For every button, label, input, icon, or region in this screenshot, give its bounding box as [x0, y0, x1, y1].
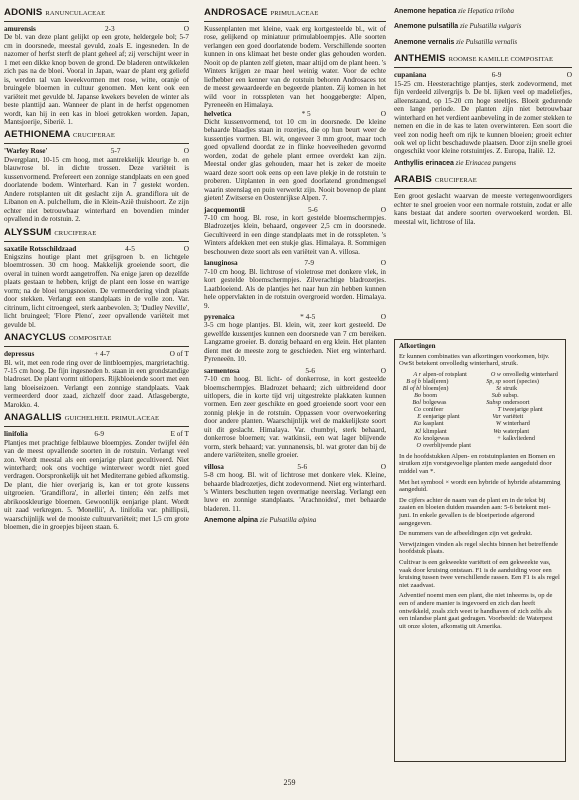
entry-name: saxatile Rotsschildzaad — [4, 243, 77, 253]
entry-name: linifolia — [4, 429, 28, 439]
legend-note: Cultivar is een gekweekte variëteit of een gekweekte vas, vaak door kruising ontstaan. F1 is de aanduiding voor een kruising tussen twee verschillende rassen. Een F1 is als regel niet zaadvast. — [399, 558, 560, 589]
entry-name: depressus — [4, 349, 35, 359]
entry-name: 'Warley Rose' — [4, 146, 48, 156]
abbreviation-meaning: winterhard — [503, 420, 530, 428]
cross-reference: Anthyllis erinacea zie Erinacea pungens — [394, 158, 516, 167]
abbreviation-code: St — [496, 384, 501, 392]
entry-month: 7-9 — [304, 258, 315, 268]
plant-entry — [4, 25, 189, 126]
entry-name: helvetica — [204, 108, 232, 118]
abbreviation-code: Bl of bl — [402, 384, 421, 392]
abbreviation-table — [399, 371, 561, 449]
entry-zone: O — [183, 146, 189, 156]
entry-text: 7-10 cm hoog. Bl. rose, in kort gestelde bloemschermpjes. Bladrozetjes klein, behaard, ongeveer 2,5 cm in doorsnede. Gecultiveerd in een dinge standplaats met in de rotsspleten. 's Winters afdekken met een stukje glas. Himalaya. 8. Sommigen beschouwen deze soort als een variëteit van A. villosa. — [204, 213, 386, 256]
genus-heading: AETHIONEMA CRUCIFERAE — [4, 129, 116, 141]
column-1 — [4, 4, 189, 535]
genus-heading: ANTHEMIS ROOMSE KAMILLE COMPOSITAE — [394, 53, 554, 65]
entry-name: lanuginosa — [204, 258, 238, 268]
plant-entry — [4, 430, 189, 531]
legend-note: Adventief noemt men een plant, die niet inheems is, op de een of andere manier is ingevoerd en zich dan heeft ontwikkeld, zoals zich weet te handhaven of zich zelfs als een inlandse plant gaat gedragen. Voorbeeld: de Waterpest uit onze sloten, afkomstig uit Amerika. — [399, 592, 553, 630]
divider — [394, 188, 572, 189]
entry-month: * 5 — [301, 108, 311, 118]
legend-intro: Er kunnen combinaties van afkortingen voorkomen, bijv. OwSt betekent onvolledig winterhard, struik. — [399, 352, 550, 368]
entry-month: 5-6 — [297, 461, 308, 471]
entry-text: Bl. wit, met een rode ring over de lintbloempjes, margrietachtig. 7-15 cm hoog. De fijn ingesneden b. staan in een grondstandige bladroset. De plant vormt uitlopers. Rijkbloeiende soort met een lang bloeiseizoen. Verlangt een zonnige standplaats. Vaak vermeerderd door zaad, zichzelf door zaad. Atlasgebergte, Marokko. 4. — [4, 358, 189, 409]
divider — [4, 426, 189, 427]
abbreviations-box — [394, 339, 566, 762]
divider — [204, 21, 386, 22]
abbreviation-code: Bo — [414, 392, 421, 400]
abbreviation-meaning: variëteit — [503, 413, 524, 421]
entry-zone: O — [380, 108, 386, 118]
divider — [4, 21, 189, 22]
genus-heading: ANAGALLIS GUICHELHEIL PRIMULACEAE — [4, 412, 160, 424]
genus-heading: ANDROSACE PRIMULACEAE — [204, 7, 319, 18]
genus-heading: ANACYCLUS COMPOSITAE — [4, 332, 112, 344]
abbreviation-code: A r — [413, 370, 421, 378]
entry-text: 7-10 cm hoog. Bl. licht- of donkerrose, in kort gesteelde bloemschermpjes. Bladrozet behaard; zich uitbreidend door uitlopers, die in korte tijd vrij uitgestrekte plakkaten kunnen vormen. Een zeer geschikte en goed groeiende soort voor een zonnig plekje in de rotstuin. Oppassen voor overwoekering door andere planten. Waarschijnlijk wel de makkelijkste soort uit dit geslacht. Himalaya. Var. chumbyi, sterk behaard, donkerrose bloemen; var. watkinsii, een wat lager blijvende vorm, sterk behaard; var. yunnanensis, bl. wat groter dan bij de andere variëteiten, snelle groeier. — [204, 375, 386, 460]
entry-text: Enigszins houtige plant met grijsgroen b. en lichtgele bloemtrossen. 30 cm hoog. Makkelijk groeiende soort, die overal in tuinen wordt aangetroffen. Na enige jaren op dezelfde plaats gestaan te hebben, krijgt de plant een losse en warrige vorm; na de bloei terugsnoeien. De vermeerdering vindt plaats door stekken. Verlangt een standplaats in de volle zon. Var. citrinum, licht citroengeel, sterk aanbevolen. 3; 'Dudley Neville', licht bruingeel; 'Flore Pleno', zeer opvallende variëteit met gevulde bl. — [4, 252, 189, 329]
abbreviation-code: + — [496, 434, 501, 442]
abbreviation-meaning: struik — [503, 384, 518, 392]
abbreviation-meaning: blad(eren) — [423, 377, 449, 385]
abbreviation-code: Subsp — [486, 399, 501, 407]
abbreviation-meaning: tweejarige plant — [503, 406, 543, 414]
entry-month: + 4-7 — [94, 349, 110, 359]
entry-zone: O — [380, 258, 386, 268]
abbreviation-code: B of b — [406, 377, 421, 385]
abbreviation-meaning: klimplant — [423, 427, 447, 435]
entry-zone: O of T — [169, 349, 189, 359]
entry-name: cupaniana — [394, 70, 427, 80]
legend-note: In de hoofdstukken Alpen- en rotstuinplanten en Bomen en struiken zijn vorstgevoelige planten mede aangeduid door middel van *. — [399, 452, 556, 475]
abbreviation-code: Bol — [412, 399, 421, 407]
genus-heading: ADONIS RANUNCULACEAE — [4, 7, 106, 18]
entry-month: 2-3 — [104, 24, 115, 33]
abbreviation-meaning: waterplant — [503, 427, 530, 435]
entry-text: Dwergplant, 10-15 cm hoog, met aantrekkelijk kleurige b. en blauwrose bl. in dichte trossen. Deze variëteit is kussenvormend. Prefereert een zonnige standplaats en een goed doorlatende bodem. Winterhard. Kan in 7 gestekt worden. Andere rotsplanten uit dit geslacht zijn A. grandiflora uit de Libanon en A. pulchellum, die in Klein-Azië thuishoort. Ze zijn echter niet betrouwbaar winterhard en bovendien minder opvallend in de rotstuin. 2. — [4, 155, 189, 224]
plant-entry — [204, 367, 386, 460]
genus-heading: ALYSSUM CRUCIFERAE — [4, 226, 97, 238]
entry-name: jacquemontii — [204, 204, 245, 214]
entry-month: 5-6 — [307, 204, 318, 214]
entry-text: 7-10 cm hoog. Bl. lichtrose of violetrose met donkere vlek, in kort gestelde bloemschermpjes. Zilverachtige bladrozetjes. Laatbloeiend. Als de plantjes het naar hun zin hebben kunnen hele oppervlakten in de rotstuin overgroeid worden. Himalaya. 9. — [204, 267, 386, 310]
entry-text: De bl. van deze plant gelijkt op een grote, heldergele bol; 5-7 cm in doorsnede, meestal gevuld, zoals E. ingesneden. In de nazomer of herfst sterft de plant geheel af; zij verschijnt weer in 1 met een dikke knop boven de grond. De bladeren ontwikkelen zich pas na de bloei. Vooral in Japan, waar de plant erg geliefd is, werden tal van kweekvormen met rose, witte, oranje of bruingele bloemen in cultuur genomen. Men kent ook een variëteit met gevulde bl. Japanse kwekers bevelen de winter als beste planttijd aan. Wanneer de plant in de herfst opgenomen wordt, kan hij in een kas in bloei getrokken worden. Japan, Mantsjoerije, Siberië. 1. — [4, 33, 189, 126]
abbreviation-code — [479, 442, 501, 449]
entry-name: villosa — [204, 461, 224, 471]
legend-title: Afkortingen — [399, 342, 436, 350]
abbreviation-code: Ko — [413, 434, 421, 442]
abbreviation-meaning: knolgewas — [423, 434, 450, 442]
abbreviation-meaning — [503, 442, 559, 449]
column-2 — [204, 4, 386, 532]
abbreviation-code: Var — [492, 413, 501, 421]
abbreviation-code: Co — [413, 406, 421, 414]
legend-note: Met het symbool × wordt een hybride of hybride afstamming aangeduid. — [399, 478, 561, 494]
entry-text: 5-8 cm hoog. Bl. wit of lichtrose met donkere vlek. Kleine, behaarde bladrozetjes, dicht zodevormend. Niet erg winterhard. 's Winters beschutten tegen overmatige neerslag. Verlangt een luwe en zonnige standplaats. 'Arachnoidea', met behaarde bladeren. 11. — [204, 471, 386, 513]
entry-name: sarmentosa — [204, 365, 240, 375]
divider — [4, 143, 189, 144]
plant-entry — [204, 463, 386, 514]
entry-zone: O — [566, 70, 572, 80]
abbreviation-code: T — [497, 406, 501, 414]
abbreviation-code: O — [416, 441, 421, 449]
entry-text: 15-25 cm. Heesterachtige plantjes, sterk zodevormend, met fijn verdeeld zilvergrijs b. De bl. lijken veel op madeliefjes, alleenstaand, op 15-20 cm hoge steeltjes. Bloeit gedurende een lange periode. De planten zijn niet betrouwbaar winterhard en het verdient aanbeveling in de zomer stekken te nemen en die in de kas te laten overwinteren. Een soort die veel zon nodig heeft om rijk te kunnen bloeien; groeit echter ook wel op licht beschaduwde plaatsen. Door zijn snelle groei ongeschikt voor kleine rotstuintjes. Z. Europa, Italië. 12. — [394, 79, 572, 156]
entry-zone: O — [380, 365, 386, 375]
cross-reference: Anemone pulsatilla zie Pulsatilla vulgaris — [394, 22, 522, 31]
cross-reference: Anemone alpina zie Pulsatilla alpina — [204, 516, 317, 525]
column-3 — [394, 4, 572, 226]
entry-zone: O — [380, 204, 386, 214]
plant-entry — [204, 206, 386, 257]
divider — [4, 241, 189, 242]
abbreviation-meaning: bloem(en) — [423, 384, 449, 392]
abbreviation-code: W — [495, 420, 501, 428]
abbreviation-meaning: eenjarige plant — [423, 413, 460, 421]
plant-entry — [204, 259, 386, 310]
entry-zone: O — [183, 243, 189, 253]
plant-entry — [394, 71, 572, 156]
abbreviation-meaning: overblijvende plant — [423, 441, 471, 449]
plant-entry — [204, 313, 386, 364]
entry-text: Dicht kussenvormend, tot 10 cm in doorsnede. De kleine behaarde blaadjes staan in rozetjes, die op hun beurt weer de kussentjes vormen. Bl. wit, ongeveer 3 mm groot, maar toch goed opvallend doordat ze in flinke hoeveelheden gevormd worden, zodat de gehele plant ermee overdekt kan zijn. Meestal onder glas gehouden, maar het is zeker de moeite waard deze soort ook eens op een lave plekje in de rotstuin te proberen. Uitplanten in een goed doorlatend grondmengsel waarin steenslag en puin verwerkt zijn. Nooit bovenop de plant gieten! Zwitserse en Oostenrijkse Alpen. 7. — [204, 117, 386, 203]
abbreviation-meaning: ondersoort — [503, 399, 530, 407]
cross-reference: Anemone hepatica zie Hepatica triloba — [394, 7, 514, 15]
genus-heading: ARABIS CRUCIFERAE — [394, 174, 477, 186]
entry-zone: O — [380, 461, 386, 471]
abbreviation-meaning: conifeer — [423, 406, 444, 414]
abbreviation-meaning: bolgewas — [423, 399, 447, 407]
abbreviation-meaning: alpen-of rotsplant — [423, 370, 467, 378]
abbreviation-code: Sub — [491, 392, 501, 400]
plant-entry — [4, 147, 189, 223]
entry-text: 3-5 cm hoge plantjes. Bl. klein, wit, zeer kort gesteeld. De gewelfde kussentjes kunnen een doorsnede van 7 cm bereiken. Langzame groeier. B. donzig behaard en erg klein. Het planten dient met de meeste zorg te geschieden. Niet erg winterhard. Pyreneeën. 10. — [204, 321, 386, 364]
entry-zone: O — [183, 24, 189, 33]
entry-month: 5-6 — [305, 365, 316, 375]
genus-intro: Een groot geslacht waarvan de meeste vertegenwoordigers echter te snel groeien voor een normale rotstuin, zodat er alle kans bestaat dat andere soorten overwoekerd worden. Bl. meestal wit, lichtrose of lila. — [394, 192, 572, 226]
page-number: 259 — [283, 778, 296, 787]
plant-entry — [4, 245, 189, 330]
entry-month: 6-9 — [491, 70, 502, 80]
abbreviation-code: Ka — [413, 420, 421, 428]
entry-text: Plantjes met prachtige felblauwe bloempjes. Zonder twijfel één van de meest opvallende soorten in de rotstuin. Verlangt veel zon. Wordt meestal als een eenjarige plant gecultiveerd. Niet winterhard; ook ons vochtige winterweer wordt niet goed verdragen. Oorspronkelijk uit het Mediterrane gebied afkomstig. De plant, die hier overjarig is, kan er tot grote kussens uitgroeien. 'Grandiflora', in allerlei tinten; één zelfs met abrikooskleurige bloemen. Gewoonlijk eenjarige plant. Wordt uit zaad verkregen. 5. 'Monellii', A. linifolia var. phillipsii, waarschijnlijk wel de mooiste cultuurvariëteit; met 1,5 cm grote bloemen, die in groepjes bijeen staan. 6. — [4, 438, 189, 532]
divider — [394, 67, 572, 68]
plant-entry — [4, 350, 189, 409]
legend-note: De nummers van de afbeeldingen zijn vet gedrukt. — [399, 530, 533, 538]
entry-month: 6-9 — [94, 429, 105, 439]
abbreviation-code: Sp, sp — [486, 377, 501, 385]
abbreviation-meaning: soort (species) — [503, 377, 539, 385]
abbreviation-meaning: onvolledig winterhard — [503, 370, 558, 378]
entry-month: 5-7 — [110, 146, 121, 156]
entry-month: * 4-5 — [300, 311, 316, 321]
abbreviation-code: Kl — [415, 427, 421, 435]
abbreviation-meaning: subsp. — [503, 392, 519, 400]
legend-note: Verwijzingen vinden als regel slechts binnen het betreffende hoofdstuk plaats. — [399, 540, 558, 556]
entry-name: amurensis — [4, 24, 36, 33]
divider — [4, 346, 189, 347]
abbreviation-meaning: boom — [423, 392, 438, 400]
entry-zone: O — [380, 311, 386, 321]
abbreviation-meaning: kasplant — [423, 420, 444, 428]
entry-zone: E of T — [170, 429, 189, 439]
abbreviation-code: E — [417, 413, 421, 421]
entry-name: pyrenaica — [204, 311, 235, 321]
abbreviation-code: Wa — [493, 427, 501, 435]
plant-entry — [204, 110, 386, 203]
legend-note: De cijfers achter de naam van de plant en in de tekst bij zaaien en bloeien duiden maanden aan: 5-6 betekent mei-juni. In enkele gevallen is de bloeiperiode afgerond aangegeven. — [399, 496, 551, 527]
genus-intro: Kussenplanten met kleine, vaak erg kortgesteelde bl., wit of rose, gelijkend op miniatuur primulabloempjes. Alle soorten verlangen een goed doorlatende bodem. Verschillende soorten kunnen in ons klimaat het beste onder glas gehouden worden. Nooit op de planten zelf gieten, maar altijd om de plant heen. 's Winters krijgen ze maar heel weinig water. Voor de echte liefhebber een kenner van de rotstuin behoren Androsaces tot de meest gewaardeerde en begeerde planten. Zij komen in het wild voor in rotsspleten van het hooggebergte: Alpen, Pyreneeën en Himalaya. — [204, 25, 386, 110]
abbreviation-meaning: kalkvliedend — [503, 434, 535, 442]
cross-reference: Anemone vernalis zie Pulsatilla vernalis — [394, 37, 518, 46]
abbreviation-code: O w — [490, 370, 501, 378]
entry-month: 4-5 — [125, 243, 135, 253]
